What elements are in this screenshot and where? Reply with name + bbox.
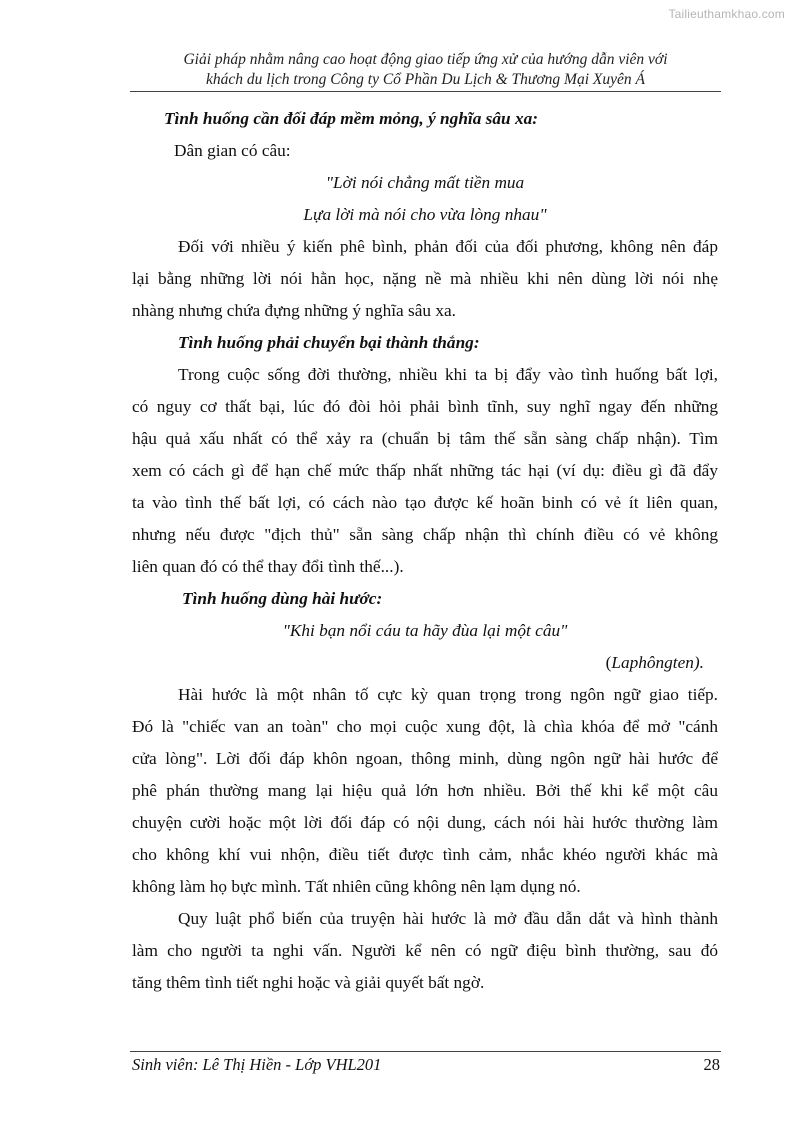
page-number: 28 <box>703 1055 720 1074</box>
header-divider <box>130 91 721 92</box>
paragraph-line: phê phán thường mang lại hiệu quả lớn hơn nhiều. Bởi thế khi kể một câu <box>132 781 718 800</box>
proverb-intro: Dân gian có câu: <box>174 141 291 160</box>
watermark: Tailieuthamkhao.com <box>668 7 785 21</box>
header-line-1: Giải pháp nhằm nâng cao hoạt động giao tiếp ứng xử của hướng dẫn viên với <box>183 51 668 68</box>
paragraph-line: hậu quả xấu nhất có thể xảy ra (chuẩn bị tâm thế sẵn sàng chấp nhận). Tìm <box>132 429 718 448</box>
paragraph-line: xem có cách gì để hạn chế mức thấp nhất những tác hại (ví dụ: điều gì đã đẩy <box>132 461 718 480</box>
paragraph-line: Hài hước là một nhân tố cực kỳ quan trọng trong ngôn ngữ giao tiếp. <box>178 685 718 704</box>
attribution-paren: ( <box>605 653 612 672</box>
paragraph-line: Đối với nhiều ý kiến phê bình, phản đối của đối phương, không nên đáp <box>178 237 718 256</box>
heading-colon: : <box>473 333 480 352</box>
paragraph-line: không làm họ bực mình. Tất nhiên cũng không nên lạm dụng nó. <box>132 877 581 896</box>
proverb-line-1: "Lời nói chẳng mất tiền mua <box>325 173 525 192</box>
header-line-2: khách du lịch trong Công ty Cổ Phần Du Lịch & Thương Mại Xuyên Á <box>206 71 645 88</box>
section-heading-turn-defeat <box>132 327 718 359</box>
page-footer <box>132 1055 720 1075</box>
quote-attribution <box>132 647 718 679</box>
paragraph-line: làm cho người ta nghi vấn. Người kể nên có ngữ điệu bình thường, sau đó <box>132 941 718 960</box>
paragraph-line: ta vào tình thế bất lợi, có cách nào tạo được kế hoãn binh có vẻ ít liên quan, <box>132 493 718 512</box>
paragraph-line: liên quan đó có thể thay đổi tình thế...). <box>132 557 404 576</box>
paragraph-line: lại bằng những lời nói hằn học, nặng nề mà nhiều khi nên dùng lời nói nhẹ <box>132 269 718 288</box>
paragraph-line: nhàng nhưng chứa đựng những ý nghĩa sâu xa. <box>132 301 456 320</box>
section-heading-soft-reply: Tình huống cần đối đáp mềm mỏng, ý nghĩa sâu xa: <box>164 109 539 128</box>
paragraph-line: Đó là "chiếc van an toàn" cho mọi cuộc xung đột, là chìa khóa để mở "cánh <box>132 717 718 736</box>
humor-quote: "Khi bạn nổi cáu ta hãy đùa lại một câu" <box>282 621 568 640</box>
paragraph-line: chuyện cười hoặc một lời đối đáp có nội dung, cách nói hài hước thường làm <box>132 813 718 832</box>
proverb-line-2: Lựa lời mà nói cho vừa lòng nhau" <box>303 205 547 224</box>
running-header <box>130 50 721 90</box>
page-body <box>132 103 718 999</box>
paragraph-line: cho không khí vui nhộn, điều tiết được tình cảm, nhắc khéo người khác mà <box>132 845 718 864</box>
section-heading-humor: Tình huống dùng hài hước: <box>182 589 383 608</box>
paragraph-line: cửa lòng". Lời đối đáp khôn ngoan, thông minh, dùng ngôn ngữ hài hước để <box>132 749 718 768</box>
paragraph-line: Quy luật phổ biến của truyện hài hước là mở đầu dẫn dắt và hình thành <box>178 909 718 928</box>
footer-student: Sinh viên: Lê Thị Hiền - Lớp VHL201 <box>132 1055 382 1074</box>
paragraph-line: tăng thêm tình tiết nghi hoặc và giải quyết bất ngờ. <box>132 973 485 992</box>
heading-text: Tình huống phải chuyển bại thành thắng <box>178 333 474 352</box>
paragraph-line: nhưng nếu được "địch thủ" sẵn sàng chấp nhận thì chính điều có vẻ không <box>132 525 718 544</box>
paragraph-line: có nguy cơ thất bại, lúc đó đòi hỏi phải bình tĩnh, suy nghĩ ngay đến những <box>132 397 718 416</box>
paragraph-line: Trong cuộc sống đời thường, nhiều khi ta bị đẩy vào tình huống bất lợi, <box>178 365 718 384</box>
attribution-name: Laphôngten). <box>611 653 704 672</box>
footer-divider <box>130 1051 721 1052</box>
